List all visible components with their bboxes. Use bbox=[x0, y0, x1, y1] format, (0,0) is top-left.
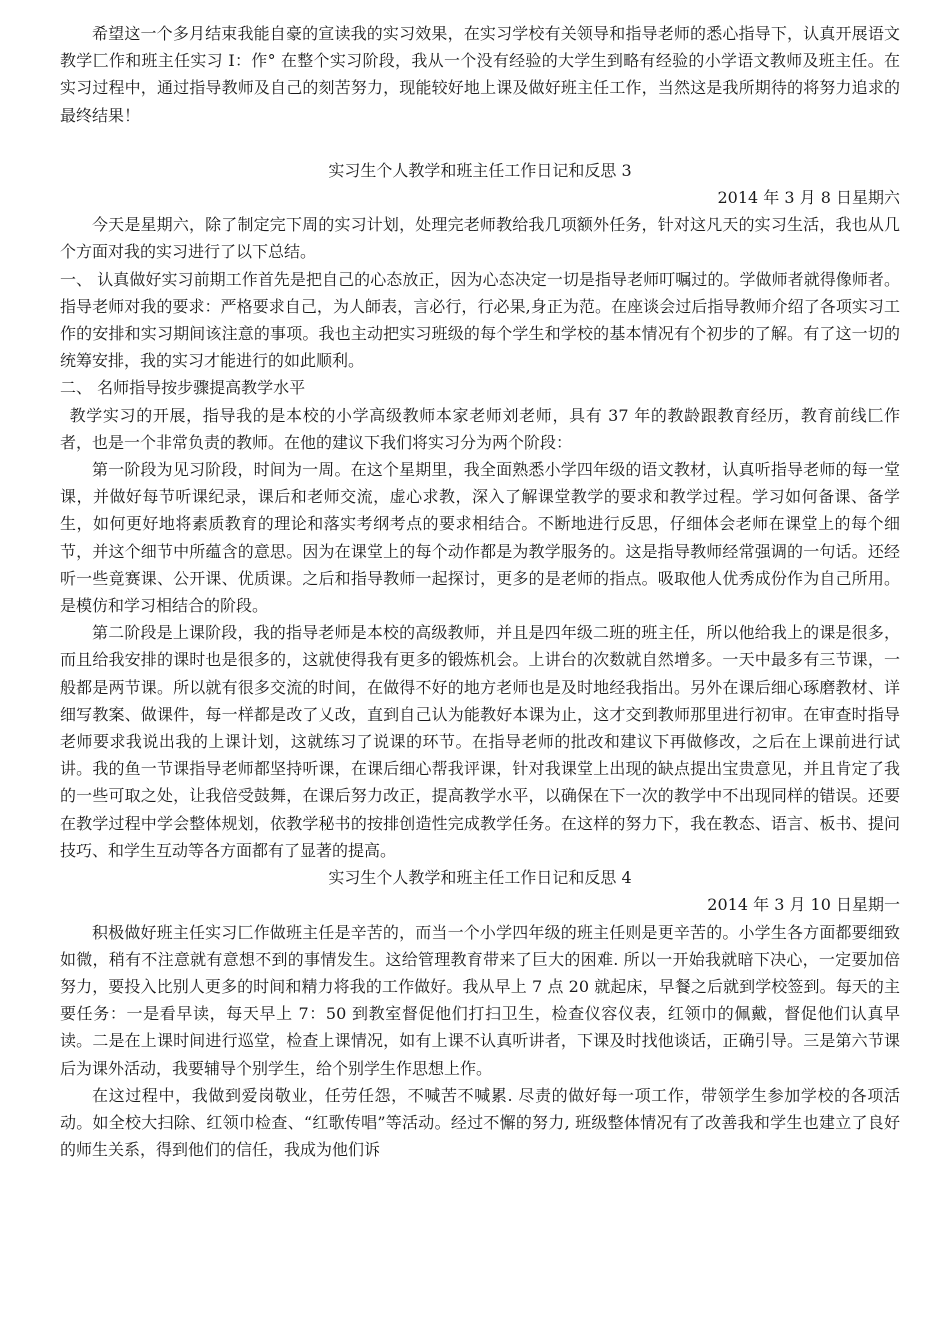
section-3-stage-1: 第一阶段为见习阶段，时间为一周。在这个星期里，我全面熟悉小学四年级的语文教材，认真听指导老师的每一堂课，并做好每节听课纪录，课后和老师交流，虚心求教，深入了解课堂教学的要求和教学过程。学习如何备课、备学生，如何更好地将素质教育的理论和落实考纲考点的要求相结合。不断地进行反思，仔细体会老师在课堂上的每个细节，并这个细节中所蕴含的意思。因为在课堂上的每个动作都是为教学服务的。这是指导教师经常强调的一句话。还经听一些竟赛课、公开课、优质课。之后和指导教师一起探讨，更多的是老师的指点。吸取他人优秀成份作为自己所用。是模仿和学习相结合的阶段。 bbox=[60, 460, 900, 616]
section-3-point-1: 一、 认真做好实习前期工作首先是把自己的心态放正，因为心态决定一切是指导老师叮嘱过的。学做师者就得像师者。指导老师对我的要求：严格要求自己，为人師表，言必行，行必果,身正为范。在座谈会过后指导教师介绍了各项实习工作的安排和实习期间该注意的事项。我也主动把实习班级的每个学生和学校的基本情况有个初步的了解。有了这一切的统筹安排，我的实习才能进行的如此顺利。 bbox=[60, 269, 900, 371]
section-3-point-2-intro: 教学实习的开展，指导我的是本校的小学高级教师本家老师刘老师，具有 37 年的教龄跟教育经历，教育前线匚作者，也是一个非常负责的教师。在他的建议下我们将实习分为两个阶段： bbox=[60, 405, 900, 452]
section-4-title: 实习生个人教学和班主任工作日记和反思 4 bbox=[328, 868, 632, 888]
section-3-point-2-title: 二、 名师指导按步骤提高教学水平 bbox=[60, 378, 306, 398]
paragraph-spacer bbox=[60, 129, 900, 156]
section-3-date: 2014 年 3 月 8 日星期六 bbox=[717, 188, 900, 208]
section-4-paragraph-1: 积极做好班主任实习匚作做班主任是辛苦的，而当一个小学四年级的班主任则是更辛苦的。小学生各方面都要细致如微，稍有不注意就有意想不到的事情发生。这给管理教育带来了巨大的困难. 所以一开始我就暗下决心，一定要加倍努力，要投入比别人更多的时间和精力将我的工作做好。我从早上 7 点 20 就起床，早餐之后就到学校签到。每天的主要任务：一是看早读，每天早上 7：50 到教室督促他们打扫卫生，检查仪容仪表，红领巾的佩戴，督促他们认真早读。二是在上课时间进行巡堂，检查上课情况，如有上课不认真听讲者，下课及时找他谈话，正确引导。三是第六节课后为课外活动，我要辅导个别学生，给个别学生作思想上作。 bbox=[60, 922, 900, 1078]
section-4-date: 2014 年 3 月 10 日星期一 bbox=[707, 895, 900, 915]
section-3-stage-2: 第二阶段是上课阶段，我的指导老师是本校的高级教师，并且是四年级二班的班主任，所以他给我上的课是很多，而且给我安排的课时也是很多的，这就使得我有更多的锻炼机会。上讲台的次数就自然增多。一天中最多有三节课，一般都是两节课。所以就有很多交流的时间，在做得不好的地方老师也是及时地经我指出。另外在课后细心琢磨教材、详细写教案、做课件，每一样都是改了乂改，直到自己认为能教好本课为止，这才交到教师那里进行初审。在审查时指导老师要求我说出我的上课计划，这就练习了说课的环节。在指导老师的批改和建议下再做修改，之后在上课前进行试讲。我的鱼一节课指导老师都坚持听课，在课后细心帮我评课，针对我课堂上出现的缺点提出宝贵意见，并且肯定了我的一些可取之处，让我倍受鼓舞，在课后努力改正，提高教学水平，以确保在下一次的教学中不出现同样的错误。还要在教学过程中学会整体规划，依教学秘书的按排创造性完成教学任务。在这样的努力下，我在教态、语言、板书、提问技巧、和学生互动等各方面都有了显著的提高。 bbox=[60, 623, 900, 860]
section-3-title: 实习生个人教学和班主任工作日记和反思 3 bbox=[328, 160, 632, 180]
section-4-paragraph-2: 在这过程中，我做到爱岗敬业，任劳任怨，不喊苦不喊累. 尽责的做好每一项工作，带领学生参加学校的各项活动。如全校大扫除、红领巾检查、“红歌传唱”等活动。经过不懈的努力, 班级整体情况有了改善我和学生也建立了良好的师生关系，得到他们的信任，我成为他们诉 bbox=[60, 1085, 900, 1160]
document-page bbox=[60, 20, 900, 1163]
section-3-intro: 今天是星期六，除了制定完下周的实习计划，处理完老师教给我几项额外任务，针对这凡天的实习生活，我也从几个方面对我的实习进行了以下总结。 bbox=[60, 215, 900, 262]
intro-paragraph: 希望这一个多月结束我能自豪的宣读我的实习效果，在实习学校有关领导和指导老师的悉心指导下，认真开展语文教学匚作和班主任实习 I：作° 在整个实习阶段，我从一个没有经验的大学生到略有经验的小学语文教师及班主任。在实习过程中，通过指导教师及自己的刻苦努力，现能较好地上课及做好班主任工作，当然这是我所期待的将努力追求的最终结果！ bbox=[60, 24, 900, 125]
